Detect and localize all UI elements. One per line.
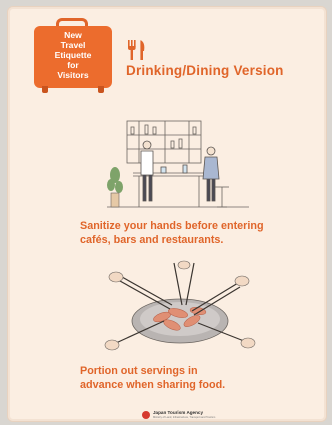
badge-line: Travel bbox=[60, 40, 86, 50]
tip-caption bbox=[80, 364, 320, 392]
agency-subtext: Ministry of Land, Infrastructure, Transport and Tourism bbox=[153, 416, 216, 419]
etiquette-poster bbox=[7, 6, 327, 422]
bar-counter-hand-sanitizer-illustration bbox=[103, 115, 253, 211]
suitcase-badge bbox=[34, 18, 112, 94]
agency-name: Japan Tourism Agency bbox=[153, 410, 204, 415]
tip-caption bbox=[80, 219, 320, 247]
shared-food-plate-illustration bbox=[100, 259, 260, 361]
suitcase-leg bbox=[98, 86, 104, 93]
badge-label bbox=[34, 30, 112, 80]
tip-line: Sanitize your hands before entering bbox=[80, 220, 264, 232]
tip-line: cafés, bars and restaurants. bbox=[80, 234, 224, 246]
tip-line: Portion out servings in bbox=[80, 365, 198, 377]
badge-line: Etiquette bbox=[54, 50, 92, 60]
agency-logo-icon bbox=[142, 411, 150, 419]
fork-knife-icon bbox=[126, 39, 148, 61]
badge-line: for bbox=[67, 60, 79, 70]
badge-line: New bbox=[64, 30, 82, 40]
badge-line: Visitors bbox=[57, 70, 89, 80]
page-title: Drinking/Dining Version bbox=[126, 63, 284, 78]
tip-line: advance when sharing food. bbox=[80, 379, 226, 391]
suitcase-leg bbox=[42, 86, 48, 93]
